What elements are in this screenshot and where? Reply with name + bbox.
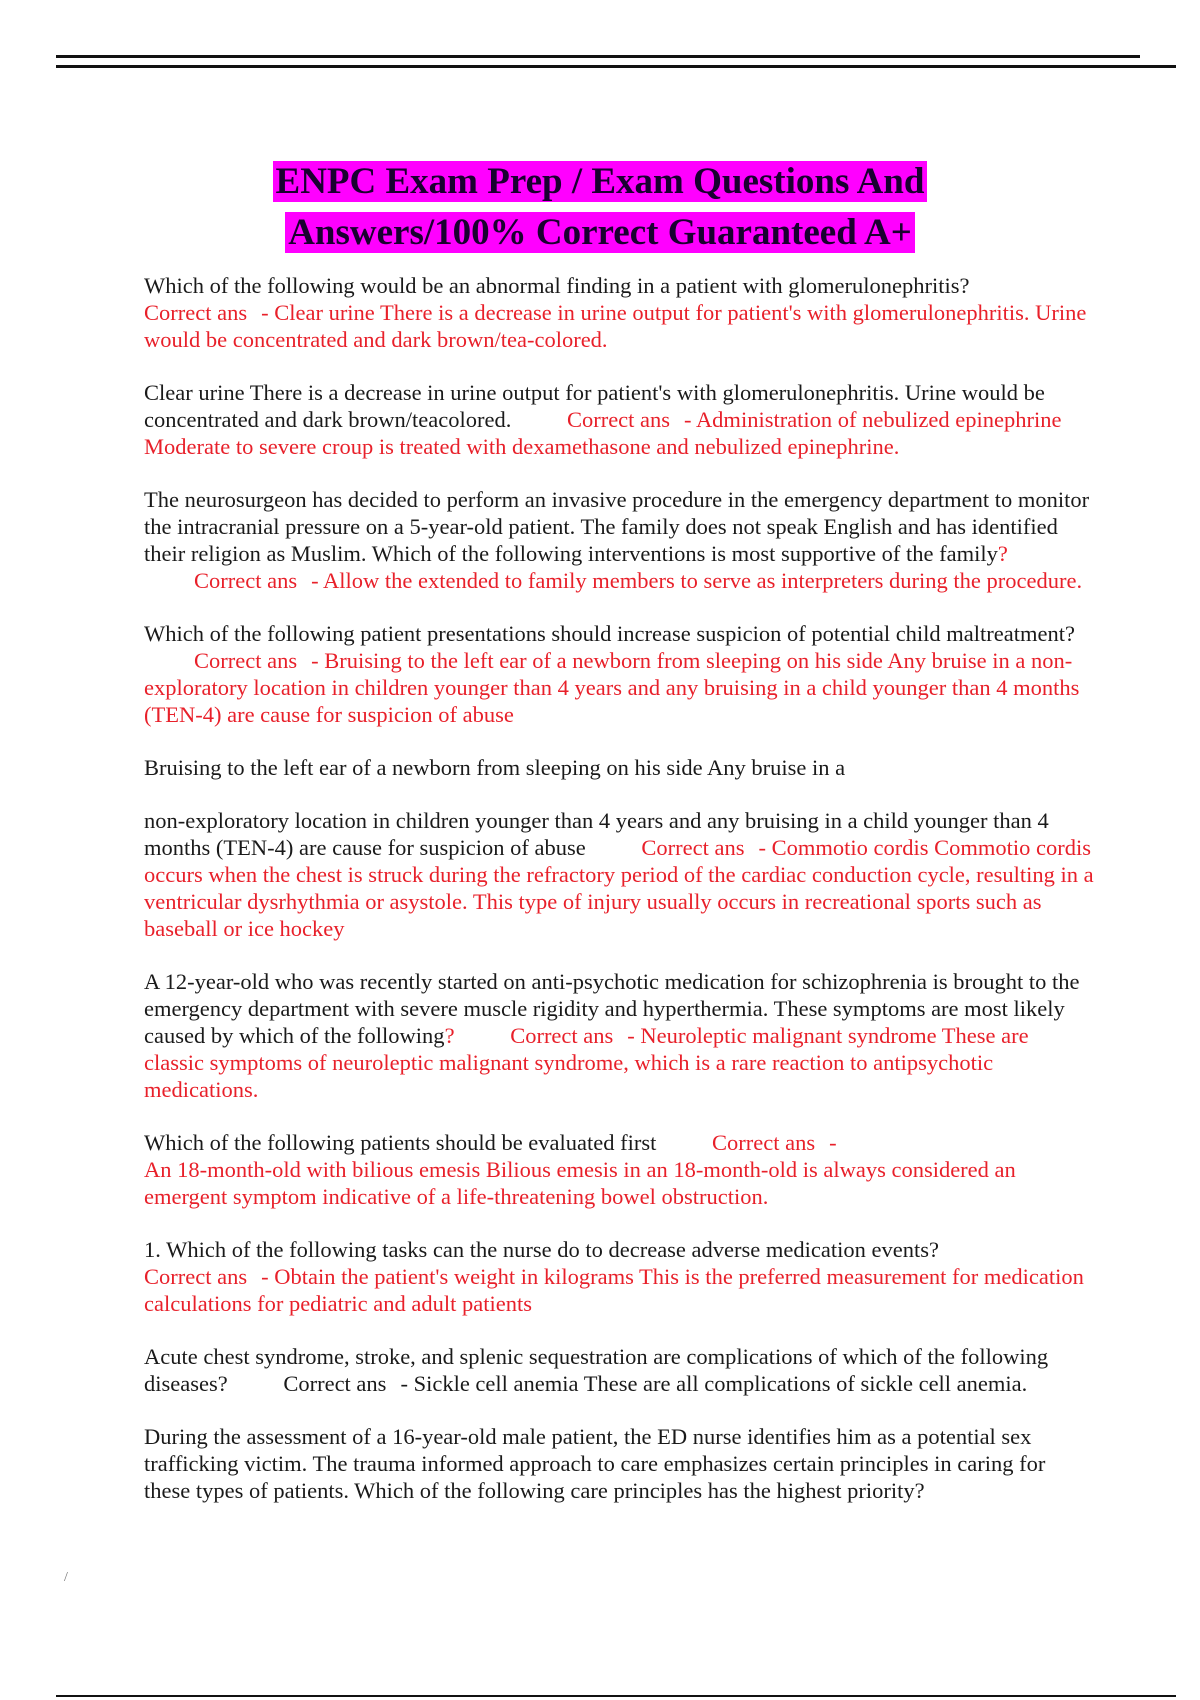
qa-list xyxy=(144,272,1094,1530)
question-text: A 12-year-old who was recently started on anti-psychotic medication for schizophrenia is brought to the emergency department with severe muscle rigidity and hyperthermia. These symptoms are most likely caused by which of the following xyxy=(144,969,1080,1048)
answer-label: Correct ans xyxy=(510,1023,614,1048)
qa-item xyxy=(144,807,1094,942)
answer-dash: - xyxy=(829,1130,837,1155)
answer-dash: - xyxy=(311,568,319,593)
question-text: 1. Which of the following tasks can the nurse do to decrease adverse medication events? xyxy=(144,1237,939,1262)
question-mark: ? xyxy=(997,541,1008,566)
answer-dash: - xyxy=(261,300,269,325)
answer-dash: - xyxy=(684,407,692,432)
answer-text: Administration of nebulized epinephrine Moderate to severe croup is treated with dexamethasone and nebulized epinephrine. xyxy=(144,407,1062,459)
question-mark: ? xyxy=(444,1023,455,1048)
question-text: Which of the following patient presentations should increase suspicion of potential child maltreatment? xyxy=(144,621,1075,646)
question-text: Clear urine There is a decrease in urine output for patient's with glomerulonephritis. Urine would be concentrated and dark brown/teacolored. xyxy=(144,380,1045,432)
qa-item xyxy=(144,1423,1094,1504)
answer-text: Allow the extended to family members to serve as interpreters during the procedure. xyxy=(322,568,1083,593)
answer-label: Correct ans xyxy=(144,1264,248,1289)
stray-mark: / xyxy=(64,1570,68,1585)
answer-text: Obtain the patient's weight in kilograms This is the preferred measurement for medication calculations for pediatric and adult patients xyxy=(144,1264,1084,1316)
answer-label: Correct ans xyxy=(144,300,248,325)
answer-text: Sickle cell anemia These are all complications of sickle cell anemia. xyxy=(413,1371,1028,1396)
question-text: Bruising to the left ear of a newborn from sleeping on his side Any bruise in a xyxy=(144,755,846,780)
header-rule-top xyxy=(56,55,1140,58)
footer-rule xyxy=(56,1695,1176,1697)
answer-label: Correct ans xyxy=(712,1130,816,1155)
title-line-2: Answers/100% Correct Guaranteed A+ xyxy=(285,212,915,253)
qa-item xyxy=(144,379,1094,460)
question-text: The neurosurgeon has decided to perform an invasive procedure in the emergency department to monitor the intracranial pressure on a 5-year-old patient. The family does not speak English and has identified their religion as Muslim. Which of the following interventions is most supportive of the family xyxy=(144,487,1090,566)
header-rule-bottom xyxy=(56,65,1176,68)
answer-dash: - xyxy=(311,648,319,673)
question-text: During the assessment of a 16-year-old male patient, the ED nurse identifies him as a potential sex trafficking victim. The trauma informed approach to care emphasizes certain principles in caring for these types of patients. Which of the following care principles has the highest priority? xyxy=(144,1424,1046,1503)
answer-text: An 18-month-old with bilious emesis Bilious emesis in an 18-month-old is always considered an emergent symptom indicative of a life-threatening bowel obstruction. xyxy=(144,1157,1016,1209)
answer-dash: - xyxy=(627,1023,635,1048)
question-text: Acute chest syndrome, stroke, and splenic sequestration are complications of which of the following diseases? xyxy=(144,1344,1049,1396)
answer-text: Neuroleptic malignant syndrome These are classic symptoms of neuroleptic malignant syndrome, which is a rare reaction to antipsychotic medications. xyxy=(144,1023,1029,1102)
qa-item xyxy=(144,272,1094,353)
qa-item xyxy=(144,620,1094,728)
qa-item xyxy=(144,754,1094,781)
qa-item xyxy=(144,1129,1094,1210)
qa-item xyxy=(144,968,1094,1103)
question-text: non-exploratory location in children younger than 4 years and any bruising in a child younger than 4 months (TEN-4) are cause for suspicion of abuse xyxy=(144,808,1049,860)
title-line-1: ENPC Exam Prep / Exam Questions And xyxy=(273,161,928,202)
question-text: Which of the following patients should be evaluated first xyxy=(144,1130,657,1155)
qa-item xyxy=(144,486,1094,594)
answer-dash: - xyxy=(400,1371,408,1396)
answer-label: Correct ans xyxy=(194,648,298,673)
answer-dash: - xyxy=(758,835,766,860)
answer-text: Clear urine There is a decrease in urine output for patient's with glomerulonephritis. Urine would be concentrated and dark brown/tea-colored. xyxy=(144,300,1087,352)
answer-label: Correct ans xyxy=(283,1371,387,1396)
answer-text: Commotio cordis Commotio cordis occurs when the chest is struck during the refractory period of the cardiac conduction cycle, resulting in a ventricular dysrhythmia or asystole. This type of injury usually occurs in recreational sports such as baseball or ice hockey xyxy=(144,835,1094,941)
answer-label: Correct ans xyxy=(194,568,298,593)
answer-dash: - xyxy=(261,1264,269,1289)
qa-item xyxy=(144,1236,1094,1317)
document-title xyxy=(0,156,1200,258)
answer-text: Bruising to the left ear of a newborn from sleeping on his side Any bruise in a non-exploratory location in children younger than 4 years and any bruising in a child younger than 4 months (TEN-4) are cause for suspicion of abuse xyxy=(144,648,1080,727)
question-text: Which of the following would be an abnormal finding in a patient with glomerulonephritis? xyxy=(144,273,970,298)
qa-item xyxy=(144,1343,1094,1397)
answer-label: Correct ans xyxy=(641,835,745,860)
answer-label: Correct ans xyxy=(566,407,671,432)
